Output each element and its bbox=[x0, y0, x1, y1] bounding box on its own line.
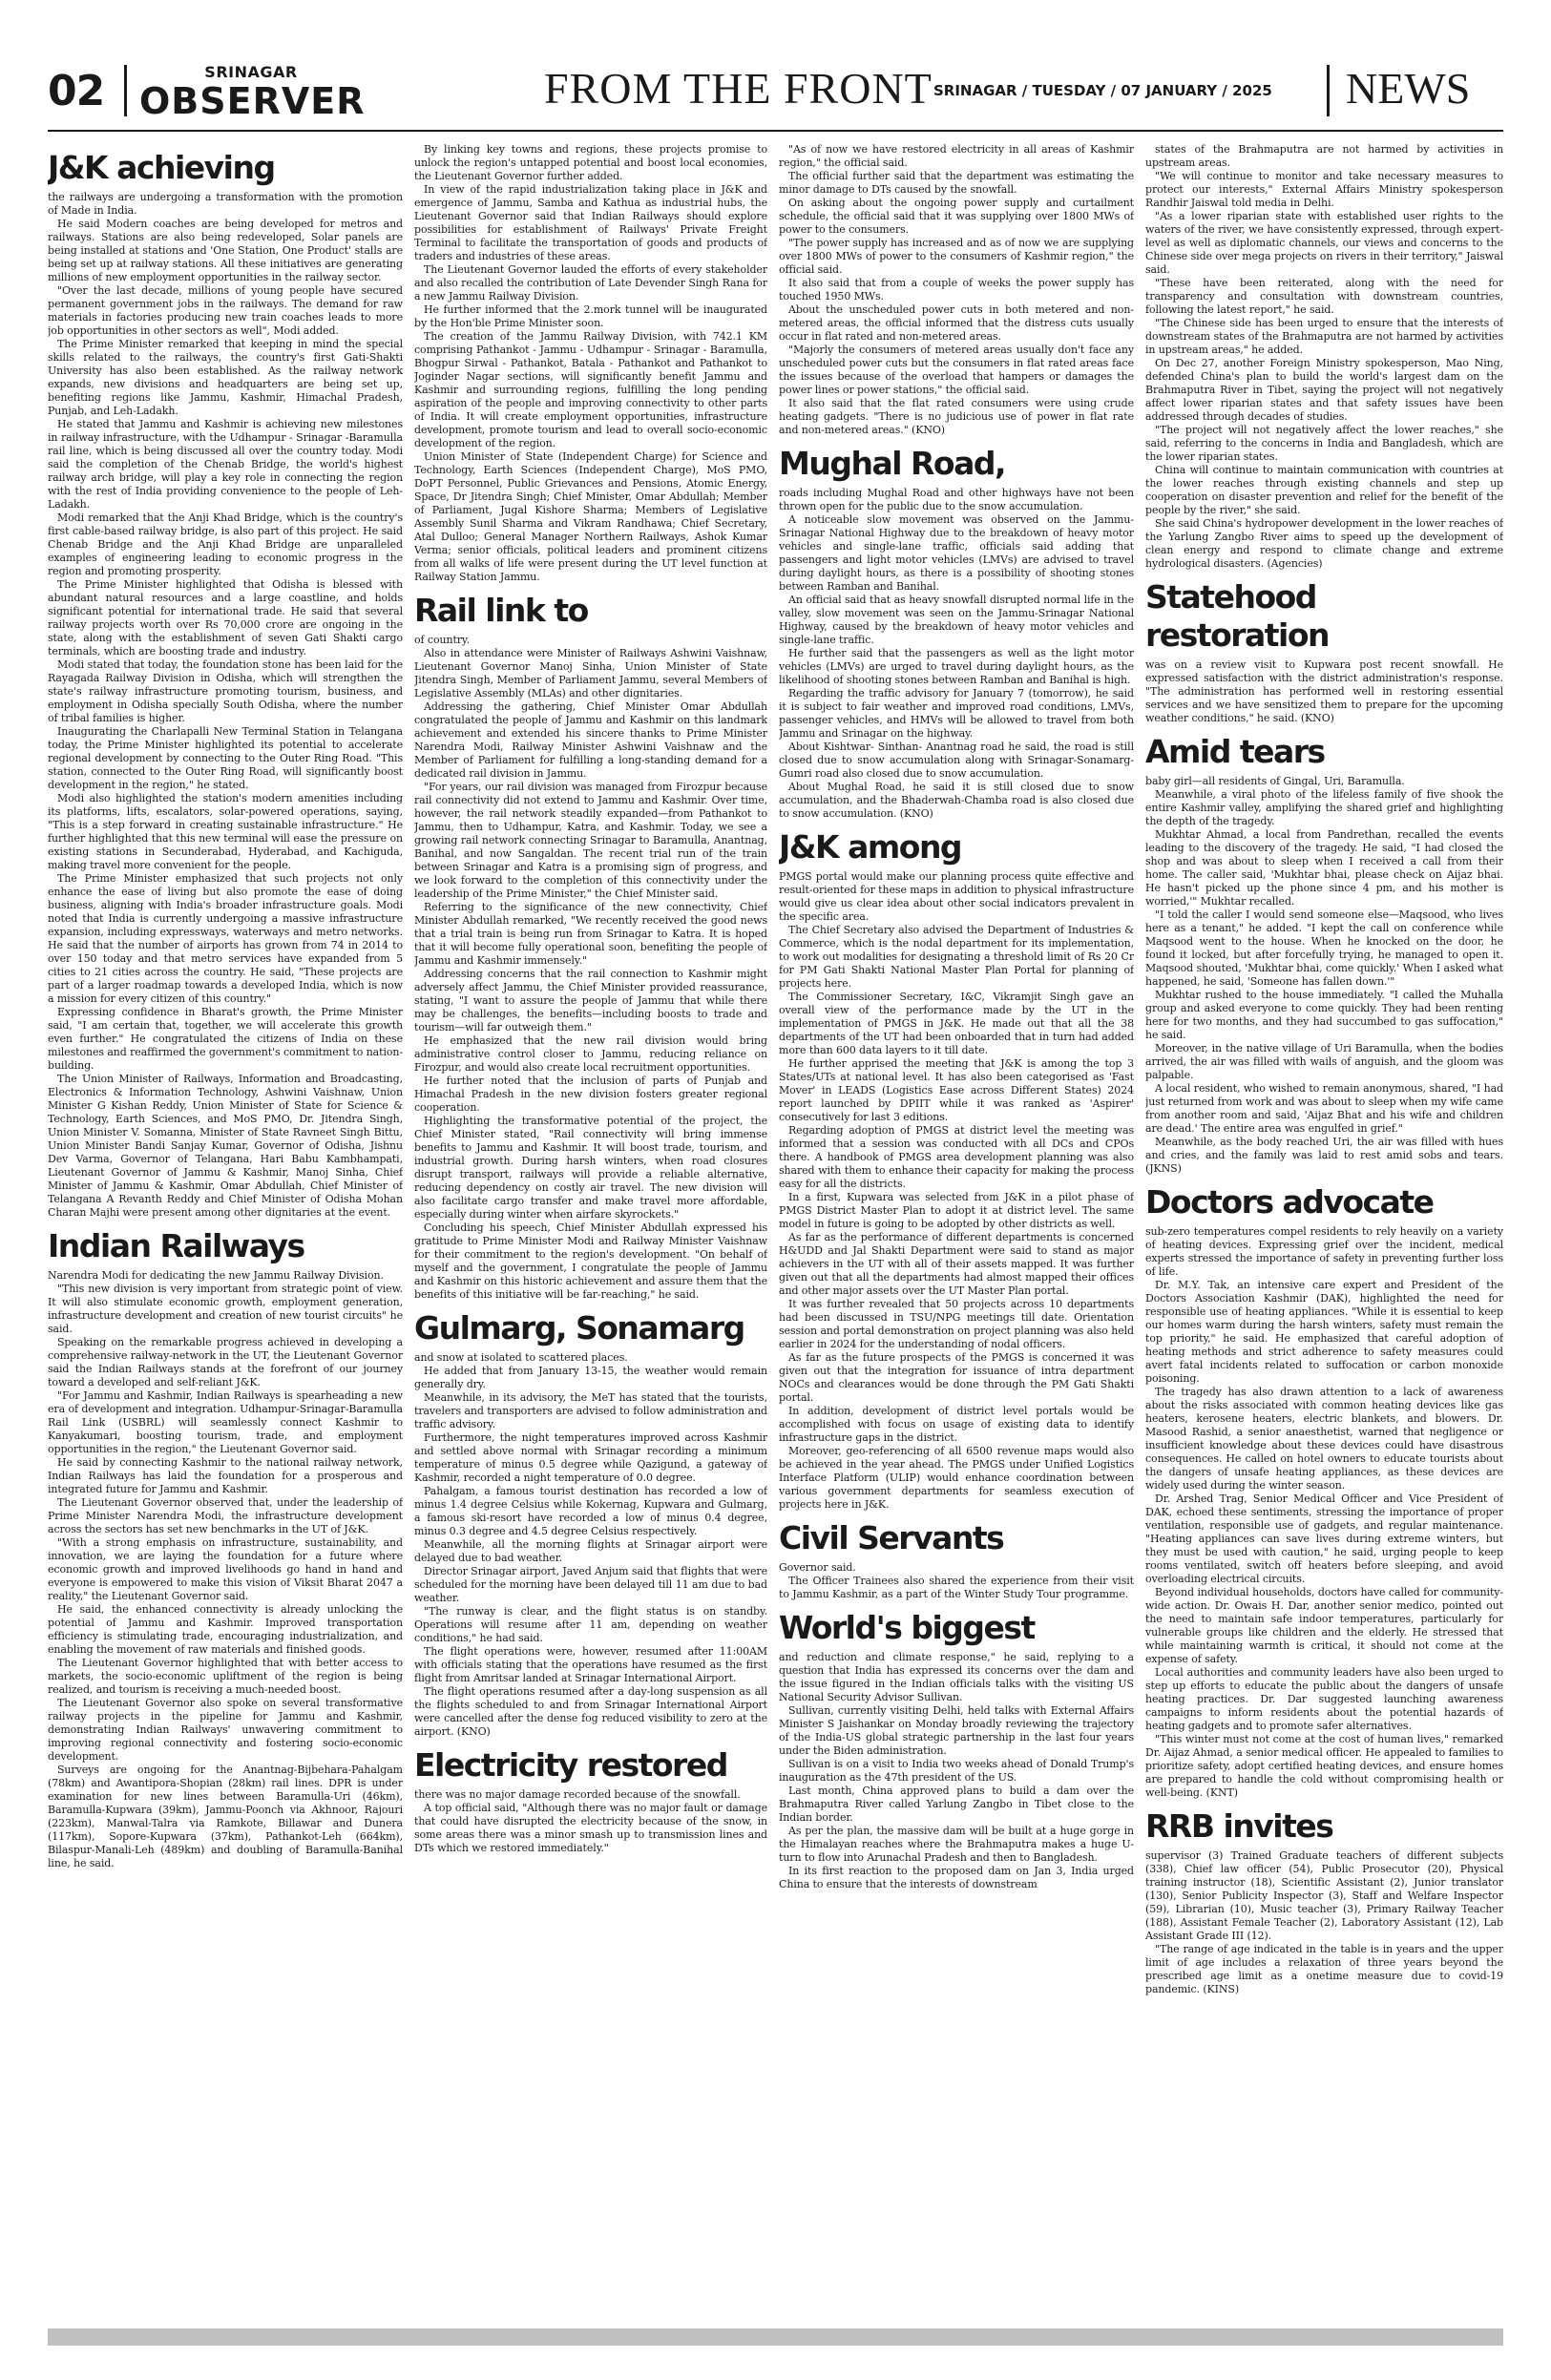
article-paragraph: Meanwhile, a viral photo of the lifeless family of five shook the entire Kashmir valley, amplifying the shared grief and highlighting the depth of the tragedy. bbox=[1145, 788, 1503, 827]
article-paragraph: The Union Minister of Railways, Information and Broadcasting, Electronics & Information Technology, Ashwini Vaishnaw, Union Minister G Kishan Reddy, Union Minister of State for Science & Technology, Earth Sciences, and MoS PMO, Dr. Jitendra Singh, Union Minister V. Somanna, Minister of State Ravneet Singh Bittu, Union Minister Bandi Sanjay Kumar, Governor of Odisha, Jishnu Dev Varma, Governor of Telangana, Hari Babu Kambhampati, Lieutenant Governor of Jammu & Kashmir, Manoj Sinha, Chief Minister of Jammu & Kashmir, Omar Abdullah, Chief Minister of Telangana A Revanth Reddy and Chief Minister of Odisha Mohan Charan Majhi were present among other dignitaries at the event. bbox=[48, 1073, 403, 1219]
article-paragraph: Mukhtar rushed to the house immediately. "I called the Muhalla group and asked everyone to come quickly. They had been renting here for two months, and they had succumbed to gas suffocation," he said. bbox=[1145, 989, 1503, 1041]
column-4 bbox=[1145, 143, 1503, 2300]
article-paragraph: He said, the enhanced connectivity is already unlocking the potential of Jammu and Kashmir. Improved transportation efficiency is stimulating trade, encouraging industrialization, and enabling the movement of raw materials and finished goods. bbox=[48, 1603, 403, 1656]
article-paragraph: baby girl—all residents of Gingal, Uri, Baramulla. bbox=[1145, 775, 1405, 787]
article bbox=[1145, 733, 1503, 1176]
article-paragraph: He further said that the passengers as well as the light motor vehicles (LMVs) are urged to travel during daylight hours, as the likelihood of shooting stones between Ramban and Banihal is high. bbox=[779, 647, 1134, 686]
article-paragraph: As far as the future prospects of the PMGS is concerned it was given out that the integration for issuance of intra department NOCs and clearances would be done through the PM Gati Shakti portal. bbox=[779, 1351, 1134, 1404]
article-paragraph: Meanwhile, all the morning flights at Srinagar airport were delayed due to bad weather. bbox=[414, 1538, 767, 1564]
article-paragraph: "The project will not negatively affect the lower reaches," she said, referring to the concerns in India and Bangladesh, which are the lower riparian states. bbox=[1145, 424, 1503, 463]
article-paragraph: Local authorities and community leaders have also been urged to step up efforts to educate the public about the dangers of unsafe heating practices. Dr. Dar suggested launching awareness campaigns to inform residents about the potential hazards of heating gadgets and to promote safer alternatives. bbox=[1145, 1666, 1503, 1732]
article-headline: J&K achieving bbox=[48, 149, 275, 186]
article-paragraph: The Prime Minister emphasized that such projects not only enhance the ease of living but also promote the ease of doing business, aligning with India's broader infrastructure goals. Modi noted that India is currently undergoing a massive infrastructure expansion, including expressways, waterways and metro networks. He said that the number of airports has grown from 74 in 2014 to over 150 today and that metro services have expanded from 5 cities to 21 cities across the country. He said, "These projects are part of a larger roadmap towards a developed India, which is now a mission for every citizen of this country." bbox=[48, 872, 403, 1005]
page-number: 02 bbox=[48, 67, 105, 115]
article-paragraph: and reduction and climate response," he said, replying to a question that India has expressed its concerns over the dam and the issue figured in the Indian officials talks with the visiting US National Security Advisor Sullivan. bbox=[779, 1651, 1134, 1703]
article-paragraph: was on a review visit to Kupwara post recent snowfall. He expressed satisfaction with the district administration's response. "The administration has performed well in restoring essential services and we have sensitized them to prepare for the upcoming weather conditions," he said. (KNO) bbox=[1145, 658, 1503, 724]
article-paragraph: On Dec 27, another Foreign Ministry spokesperson, Mao Ning, defended China's plan to build the world's largest dam on the Brahmaputra River in Tibet, saying the project will not negatively affect lower riparian states and that safety issues have been addressed through decades of studies. bbox=[1145, 357, 1503, 423]
article-paragraph: Speaking on the remarkable progress achieved in developing a comprehensive railway-network in the UT, the Lieutenant Governor said the Indian Railways stands at the forefront of our journey toward a developed and self-reliant J&K. bbox=[48, 1336, 403, 1388]
article-paragraph: It was further revealed that 50 projects across 10 departments had been discussed in TSU/NPG meetings till date. Orientation session and portal demonstration on project planning was also held earlier in 2024 for the understanding of nodal officers. bbox=[779, 1298, 1134, 1350]
header-rule bbox=[48, 130, 1503, 132]
article-paragraph: The Prime Minister remarked that keeping in mind the special skills related to the railways, the country's first Gati-Shakti University has also been established. As the railway network expands, new divisions and headquarters are being set up, benefiting regions like Jammu, Kashmir, Himachal Pradesh, Punjab, and Leh-Ladakh. bbox=[48, 338, 403, 417]
article-paragraph: Inaugurating the Charlapalli New Terminal Station in Telangana today, the Prime Minister highlighted its potential to accelerate regional development by connecting to the Outer Ring Road. "This station, connected to the Outer Ring Road, will significantly boost development in the region," he stated. bbox=[48, 725, 403, 791]
category-label: NEWS bbox=[1346, 64, 1471, 113]
article-paragraph: The flight operations were, however, resumed after 11:00AM with officials stating that the operations have resumed as the first flight from Amritsar landed at Srinagar International Airport. bbox=[414, 1645, 767, 1684]
article-paragraph: Director Srinagar airport, Javed Anjum said that flights that were scheduled for the morning have been delayed till 11 am due to bad weather. bbox=[414, 1565, 767, 1604]
brand-logo: OBSERVER bbox=[139, 80, 366, 122]
article-paragraph: PMGS portal would make our planning process quite effective and result-oriented for these maps in addition to physical infrastructure would give us clear idea about other social indicators prevalent in the specific area. bbox=[779, 870, 1134, 923]
article-paragraph: A noticeable slow movement was observed on the Jammu-Srinagar National Highway due to the breakdown of heavy motor vehicles and single-lane traffic, officials said adding that passengers and light motor vehicles (LMVs) are advised to travel during daylight hours, as there is a possibility of shooting stones between Ramban and Banihal. bbox=[779, 513, 1134, 593]
article bbox=[48, 149, 403, 1220]
article-paragraph: The Lieutenant Governor also spoke on several transformative railway projects in the pipeline for Jammu and Kashmir, demonstrating Indian Railways' unwavering commitment to improving regional connectivity and fostering socio-economic development. bbox=[48, 1697, 403, 1763]
article-paragraph: Modi also highlighted the station's modern amenities including its platforms, lifts, escalators, solar-powered operations, saying, "This is a step forward in creating sustainable infrastructure." He further highlighted that this new terminal will ease the pressure on existing stations in Secunderabad, Hyderabad, and Kachiguda, making travel more convenient for the people. bbox=[48, 792, 403, 871]
article bbox=[414, 1746, 767, 1855]
article-paragraph: Surveys are ongoing for the Anantnag-Bijbehara-Pahalgam (78km) and Awantipora-Shopian (28km) rail lines. DPR is under examination for new lines between Baramulla-Uri (46km), Baramulla-Kupwara (39km), Jammu-Poonch via Akhnoor, Rajouri (223km), Manwal-Talra via Ramkote, Billawar and Dunera (117km), Sopore-Kupwara (37km), Pathankot-Leh (664km), Bilaspur-Manali-Leh (489km) and doubling of Baramulla-Banihal line, he said. bbox=[48, 1764, 403, 1869]
article-paragraph: As per the plan, the massive dam will be built at a huge gorge in the Himalayan reaches where the Brahmaputra makes a huge U-turn to flow into Arunachal Pradesh and then to Bangladesh. bbox=[779, 1825, 1134, 1864]
article-paragraph: The Officer Trainees also shared the experience from their visit to Jammu Kashmir, as a part of the Winter Study Tour programme. bbox=[779, 1575, 1134, 1600]
article-paragraph: About the unscheduled power cuts in both metered and non-metered areas, the official informed that the distress cuts usually occur in flat rated and non-metered areas. bbox=[779, 303, 1134, 343]
article-paragraph: sub-zero temperatures compel residents to rely heavily on a variety of heating devices. Expressing grief over the incident, medical experts stressed the importance of safety in preventing further loss of life. bbox=[1145, 1225, 1503, 1278]
article-paragraph: Beyond individual households, doctors have called for community-wide action. Dr. Owais H. Dar, another senior medico, pointed out the need to maintain safe indoor temperatures, particularly for vulnerable groups like children and the elderly. He stressed that while maintaining warmth is critical, it should not come at the expense of safety. bbox=[1145, 1586, 1503, 1665]
article bbox=[779, 1519, 1134, 1601]
article-paragraph: A local resident, who wished to remain anonymous, shared, "I had just returned from work and was about to sleep when my wife came from another room and said, 'Aijaz Bhat and his wife and children are dead.' The entire area was engulfed in grief." bbox=[1145, 1082, 1503, 1135]
article-headline: RRB invites bbox=[1145, 1807, 1333, 1845]
article-headline: Civil Servants bbox=[779, 1519, 1004, 1556]
article-headline: World's biggest bbox=[779, 1609, 1035, 1646]
article-paragraph: The Prime Minister highlighted that Odisha is blessed with abundant natural resources and a large coastline, and holds significant potential for international trade. He said that several railway projects worth over Rs 70,000 crore are ongoing in the state, along with the establishment of seven Gati Shakti cargo terminals, which are boosting trade and industry. bbox=[48, 578, 403, 658]
article-paragraph: She said China's hydropower development in the lower reaches of the Yarlung Zangbo River aims to speed up the development of clean energy and respond to climate change and extreme hydrological disasters. (Agencies) bbox=[1145, 517, 1503, 570]
article-headline: Indian Railways bbox=[48, 1227, 304, 1264]
article-paragraph: "As a lower riparian state with established user rights to the waters of the river, we have consistently expressed, through expert-level as well as diplomatic channels, our views and concerns to the Chinese side over mega projects on rivers in their territory," Jaiswal said. bbox=[1145, 210, 1503, 276]
article-paragraph: Moreover, in the native village of Uri Baramulla, when the bodies arrived, the air was filled with wails of anguish, and the gloom was palpable. bbox=[1145, 1042, 1503, 1081]
article-paragraph: Moreover, geo-referencing of all 6500 revenue maps would also be achieved in the year ahead. The PMGS under Unified Logistics Interface Platform (ULIP) would enhance coordination between various government departments for seamless execution of projects here in J&K. bbox=[779, 1445, 1134, 1511]
article bbox=[779, 143, 1134, 437]
article-paragraph: Addressing the gathering, Chief Minister Omar Abdullah congratulated the people of Jammu and Kashmir on this landmark achievement and extended his sincere thanks to Prime Minister Narendra Modi, Railway Minister Ashwini Vaishnaw and the Member of Parliament for fulfilling a long-standing demand for a dedicated rail division in Jammu. bbox=[414, 700, 767, 780]
article-paragraph: He further informed that the 2.mork tunnel will be inaugurated by the Hon'ble Prime Minister soon. bbox=[414, 303, 767, 329]
article-paragraph: Dr. Arshed Trag, Senior Medical Officer and Vice President of DAK, echoed these sentiments, stressing the importance of proper ventilation, responsible use of gadgets, and regular maintenance. "Heating appliances can save lives during extreme winters, but they must be used with caution," he said, urging people to keep rooms ventilated, switch off heaters before sleeping, and avoid overloading electrical circuits. bbox=[1145, 1493, 1503, 1585]
article-paragraph: Governor said. bbox=[779, 1561, 856, 1574]
masthead-divider bbox=[124, 65, 127, 116]
article-headline: Doctors advocate bbox=[1145, 1183, 1434, 1221]
article-headline: Electricity restored bbox=[414, 1746, 727, 1784]
article-paragraph: It also said that from a couple of weeks the power supply has touched 1950 MWs. bbox=[779, 277, 1134, 303]
article-paragraph: "We will continue to monitor and take necessary measures to protect our interests," External Affairs Ministry spokesperson Randhir Jaiswal told media in Delhi. bbox=[1145, 170, 1503, 209]
article-paragraph: "The Chinese side has been urged to ensure that the interests of downstream states of the Brahmaputra are not harmed by activities in upstream areas," he added. bbox=[1145, 317, 1503, 356]
article-paragraph: By linking key towns and regions, these projects promise to unlock the region's untapped potential and boost local economies, the Lieutenant Governor further added. bbox=[414, 143, 767, 182]
article-paragraph: In addition, development of district level portals would be accomplished with focus on usage of existing data to identify infrastructure gaps in the district. bbox=[779, 1405, 1134, 1444]
article bbox=[1145, 1807, 1503, 1996]
column-2 bbox=[414, 143, 767, 2300]
article-paragraph: Last month, China approved plans to build a dam over the Brahmaputra River called Yarlung Zangbo in Tibet close to the Indian border. bbox=[779, 1785, 1134, 1824]
article bbox=[1145, 1183, 1503, 1800]
article-paragraph: states of the Brahmaputra are not harmed by activities in upstream areas. bbox=[1145, 143, 1503, 169]
article-paragraph: In its first reaction to the proposed dam on Jan 3, India urged China to ensure that the interests of downstream bbox=[779, 1865, 1134, 1890]
article bbox=[48, 1227, 403, 1870]
article-paragraph: the railways are undergoing a transformation with the promotion of Made in India. bbox=[48, 191, 403, 217]
article-paragraph: He stated that Jammu and Kashmir is achieving new milestones in railway infrastructure, with the Udhampur - Srinagar -Baramulla rail line, which is being discussed all over the country today. Modi said the completion of the Chenab Bridge, the world's highest railway arch bridge, will play a key role in connecting the region with the rest of India providing convenience to the people of Leh-Ladakh. bbox=[48, 418, 403, 511]
article-paragraph: "These have been reiterated, along with the need for transparency and consultation with downstream countries, following the latest report," he said. bbox=[1145, 277, 1503, 316]
article-paragraph: "Majorly the consumers of metered areas usually don't face any unscheduled power cuts but the consumers in flat rated areas face the issues because of the overload that hampers or damages the power lines or power stations," the official said. bbox=[779, 344, 1134, 396]
article-headline: Mughal Road, bbox=[779, 445, 1006, 482]
article bbox=[779, 828, 1134, 1512]
article-paragraph: Highlighting the transformative potential of the project, the Chief Minister stated, "Rail connectivity will bring immense benefits to Jammu and Kashmir. It will boost trade, tourism, and industrial growth. During harsh winters, when road closures disrupt transport, railways will provide a reliable alternative, reducing dependency on costly air travel. The new division will also facilitate cargo transfer and make travel more affordable, especially during winter when airfare skyrockets." bbox=[414, 1115, 767, 1221]
article-paragraph: Meanwhile, as the body reached Uri, the air was filled with hues and cries, and the family was laid to rest amid sobs and tears. (JKNS) bbox=[1145, 1136, 1503, 1175]
article-paragraph: He further apprised the meeting that J&K is among the top 3 States/UTs at national level. It has also been categorised as 'Fast Mover' in LEADS (Logistics Ease across Different States) 2024 report launched by DPIIT while it was ranked as 'Aspirer' consecutively for last 3 editions. bbox=[779, 1057, 1134, 1123]
article-paragraph: Referring to the significance of the new connectivity, Chief Minister Abdullah remarked, "We recently received the good news that a trial train is being run from Srinagar to Katra. It is hoped that it will become fully operational soon, benefiting the people of Jammu and Kashmir immensely." bbox=[414, 901, 767, 967]
article-paragraph: "With a strong emphasis on infrastructure, sustainability, and innovation, we are laying the foundation for a future where economic growth and improved livelihoods go hand in hand and everyone is empowered to make this vision of Viksit Bharat 2047 a reality," the Lieutenant Governor said. bbox=[48, 1536, 403, 1602]
article-paragraph: Sullivan, currently visiting Delhi, held talks with External Affairs Minister S Jaishankar on Monday broadly reviewing the trajectory of the India-US global strategic partnership in the last four years under the Biden administration. bbox=[779, 1704, 1134, 1757]
article-paragraph: Addressing concerns that the rail connection to Kashmir might adversely affect Jammu, the Chief Minister provided reassurance, stating, "I want to assure the people of Jammu that while there may be challenges, the benefits—including boosts to trade and tourism—will far outweigh them." bbox=[414, 968, 767, 1033]
article-paragraph: The tragedy has also drawn attention to a lack of awareness about the risks associated with common heating devices like gas heaters, kerosene heaters, electric blankets, and blowers. Dr. Masood Rashid, a senior anaesthetist, warned that negligence or insufficient knowledge about these devices could have disastrous consequences. He called on hotel owners to educate tourists about the dangers of unsafe heating appliances, as these devices are widely used during the winter season. bbox=[1145, 1386, 1503, 1492]
article-headline: Gulmarg, Sonamarg bbox=[414, 1309, 744, 1347]
article-paragraph: Regarding adoption of PMGS at district level the meeting was informed that a session was conducted with all DCs and CPOs there. A handbook of PMGS area development planning was also shared with them to enhance their capacity for making the process easy for all the districts. bbox=[779, 1124, 1134, 1190]
brand-top-text: SRINAGAR bbox=[204, 63, 298, 81]
article-paragraph: "For Jammu and Kashmir, Indian Railways is spearheading a new era of development and integration. Udhampur-Srinagar-Baramulla Rail Link (USBRL) will seamlessly connect Kashmir to Kanyakumari, boosting tourism, trade, and employment opportunities in the region," the Lieutenant Governor said. bbox=[48, 1389, 403, 1455]
article-paragraph: He emphasized that the new rail division would bring administrative control closer to Jammu, reducing reliance on Firozpur, and would also create local recruitment opportunities. bbox=[414, 1034, 767, 1074]
article bbox=[414, 592, 767, 1302]
news-divider bbox=[1327, 65, 1330, 116]
article-paragraph: Mukhtar Ahmad, a local from Pandrethan, recalled the events leading to the discovery of the tragedy. He said, "I had closed the shop and was about to sleep when I received a call from their home. The caller said, 'Mukhtar bhai, please check on Aijaz bhai. He hasn't picked up the phone since 4 pm, and his mother is worried,'" Mukhtar recalled. bbox=[1145, 828, 1503, 908]
article-paragraph: there was no major damage recorded because of the snowfall. bbox=[414, 1788, 741, 1801]
article-paragraph: The flight operations resumed after a day-long suspension as all the flights scheduled to and from Srinagar International Airport were cancelled after the dense fog reduced visibility to zero at the airport. (KNO) bbox=[414, 1685, 767, 1738]
article-paragraph: He further noted that the inclusion of parts of Punjab and Himachal Pradesh in the new division fosters greater regional cooperation. bbox=[414, 1075, 767, 1114]
article-paragraph: China will continue to maintain communication with countries at the lower reaches through existing channels and step up cooperation on disaster prevention and relief for the benefit of the people by the river," she said. bbox=[1145, 464, 1503, 516]
column-1 bbox=[48, 143, 403, 2300]
article-paragraph: Pahalgam, a famous tourist destination has recorded a low of minus 1.4 degree Celsius while Kokernag, Kupwara and Gulmarg, a famous ski-resort have recorded a low of minus 0.4 degree, minus 0.3 degree and 4.5 degree Celsius respectively. bbox=[414, 1485, 767, 1537]
article-paragraph: Sullivan is on a visit to India two weeks ahead of Donald Trump's inauguration as the 47th president of the US. bbox=[779, 1758, 1134, 1784]
article-paragraph: About Mughal Road, he said it is still closed due to snow accumulation, and the Bhaderwah-Chamba road is also closed due to snow accumulation. (KNO) bbox=[779, 781, 1134, 820]
article-paragraph: "The runway is clear, and the flight status is on standby. Operations will resume after 11 am, depending on weather conditions," he had said. bbox=[414, 1605, 767, 1644]
article-paragraph: Regarding the traffic advisory for January 7 (tomorrow), he said it is subject to fair weather and improved road conditions, LMVs, passenger vehicles, and HMVs will be allowed to travel from both Jammu and Srinagar on the highway. bbox=[779, 687, 1134, 740]
article-paragraph: Concluding his speech, Chief Minister Abdullah expressed his gratitude to Prime Minister Modi and Railway Minister Vaishnaw for their commitment to the region's development. "On behalf of myself and the government, I congratulate the people of Jammu and Kashmir on this historic achievement and assure them that the benefits of this initiative will be far-reaching," he said. bbox=[414, 1221, 767, 1301]
article-paragraph: of country. bbox=[414, 634, 470, 646]
dateline: SRINAGAR / TUESDAY / 07 JANUARY / 2025 bbox=[933, 82, 1272, 99]
article-paragraph: The Lieutenant Governor observed that, under the leadership of Prime Minister Narendra Modi, the infrastructure development across the sectors has set new benchmarks in the UT of J&K. bbox=[48, 1496, 403, 1535]
article-paragraph: An official said that as heavy snowfall disrupted normal life in the valley, slow movement was seen on the Jammu-Srinagar National Highway, caused by the breakdown of heavy motor vehicles and single-lane traffic. bbox=[779, 594, 1134, 646]
masthead bbox=[48, 61, 1503, 128]
article bbox=[414, 143, 767, 584]
article-paragraph: "As of now we have restored electricity in all areas of Kashmir region," the official said. bbox=[779, 143, 1134, 169]
column-3 bbox=[779, 143, 1134, 2300]
article-paragraph: "This winter must not come at the cost of human lives," remarked Dr. Aijaz Ahmad, a senior medical officer. He appealed to families to prioritize safety, adopt certified heating devices, and ensure homes are prepared to handle the cold without compromising health or well-being. (KNT) bbox=[1145, 1733, 1503, 1799]
article-paragraph: and snow at isolated to scattered places. bbox=[414, 1351, 628, 1364]
article-paragraph: On asking about the ongoing power supply and curtailment schedule, the official said that it was supplying over 1800 MWs of power to the consumers. bbox=[779, 197, 1134, 236]
article-paragraph: The official further said that the department was estimating the minor damage to DTs caused by the snowfall. bbox=[779, 170, 1134, 196]
article-paragraph: "I told the caller I would send someone else—Maqsood, who lives here as a tenant," he added. "I kept the call on conference while Maqsood went to the house. When he knocked on the door, he found it locked, but after forcefully trying, he managed to open it. Maqsood shouted, 'Mukhtar bhai, come quickly.' When I asked what happened, he said, 'Someone has fallen down.'" bbox=[1145, 908, 1503, 988]
article-paragraph: Modi remarked that the Anji Khad Bridge, which is the country's first cable-based railway bridge, is also part of this project. He said Chenab Bridge and the Anji Khad Bridge are unparalleled examples of engineering leading to economic progress in the region and promoting prosperity. bbox=[48, 511, 403, 577]
article bbox=[1145, 578, 1503, 725]
article-paragraph: The Lieutenant Governor lauded the efforts of every stakeholder and also recalled the contribution of Late Devender Singh Rana for a new Jammu Railway Division. bbox=[414, 263, 767, 303]
article-paragraph: In a first, Kupwara was selected from J&K in a pilot phase of PMGS District Master Plan to adopt it at district level. The same model in future is going to be adopted by other districts as well. bbox=[779, 1191, 1134, 1230]
article-paragraph: Expressing confidence in Bharat's growth, the Prime Minister said, "I am certain that, together, we will accelerate this growth even further." He congratulated the citizens of India on these milestones and reaffirmed the government's commitment to nation-building. bbox=[48, 1006, 403, 1072]
footer-bar bbox=[48, 2328, 1503, 2346]
article-paragraph: The Lieutenant Governor highlighted that with better access to markets, the socio-economic upliftment of the region is being realized, and tourism is receiving a much-needed boost. bbox=[48, 1657, 403, 1696]
article-paragraph: As far as the performance of different departments is concerned H&UDD and Jal Shakti Department were said to stand as major achievers in the UT with all of their assets mapped. It was further given out that all the departments had almost mapped their offices and other major assets over the UT Master Plan portal. bbox=[779, 1231, 1134, 1297]
article-headline: Amid tears bbox=[1145, 733, 1325, 770]
article-paragraph: "This new division is very important from strategic point of view. It will also stimulate economic growth, employment generation, infrastructure development and creation of new tourist circuits" he said. bbox=[48, 1283, 403, 1335]
article-paragraph: Narendra Modi for dedicating the new Jammu Railway Division. bbox=[48, 1269, 384, 1282]
article-headline: Statehood restoration bbox=[1145, 578, 1330, 654]
article bbox=[779, 1609, 1134, 1891]
article-paragraph: "For years, our rail division was managed from Firozpur because rail connectivity did not extend to Jammu and Kashmir. Over time, however, the rail network steadily expanded—from Pathankot to Jammu, then to Udhampur, Katra, and Kashmir. Today, we see a growing rail network connecting Srinagar to Baramulla, Anantnag, Banihal, and now Sangaldan. The recent trial run of the train between Srinagar and Katra is a promising sign of progress, and we look forward to the completion of this connectivity under the leadership of the Prime Minister," the Chief Minister said. bbox=[414, 781, 767, 900]
article-paragraph: roads including Mughal Road and other highways have not been thrown open for the public due to the snow accumulation. bbox=[779, 487, 1134, 512]
article bbox=[779, 445, 1134, 821]
article-paragraph: The Commissioner Secretary, I&C, Vikramjit Singh gave an overall view of the performance made by the UT in the implementation of PMGS in J&K. He made out that all the 38 departments of the UT had been onboarded that in turn had added more than 600 data layers to it till date. bbox=[779, 991, 1134, 1056]
article bbox=[1145, 143, 1503, 571]
article-paragraph: "The power supply has increased and as of now we are supplying over 1800 MWs of power to the consumers of Kashmir region," the official said. bbox=[779, 237, 1134, 276]
article bbox=[414, 1309, 767, 1739]
article-paragraph: About Kishtwar- Sinthan- Anantnag road he said, the road is still closed due to snow accumulation along with Srinagar-Sonamarg-Gumri road also closed due to snow accumulation. bbox=[779, 741, 1134, 780]
article-paragraph: supervisor (3) Trained Graduate teachers of different subjects (338), Chief law officer (54), Public Prosecutor (20), Physical training instructor (18), Scientific Assistant (2), Junior translator (130), Senior Publicity Inspector (3), Staff and Welfare Inspector (59), Librarian (10), Music teacher (3), Primary Railway Teacher (188), Assistant Female Teacher (2), Laboratory Assistant (12), Lab Assistant Grade III (12). bbox=[1145, 1849, 1503, 1942]
article-paragraph: It also said that the flat rated consumers were using crude heating gadgets. "There is no judicious use of power in flat rate and non-metered areas." (KNO) bbox=[779, 397, 1134, 436]
article-paragraph: "Over the last decade, millions of young people have secured permanent government jobs in the railways. The demand for raw materials in factories producing new train coaches leads to more job opportunities in other sectors as well", Modi added. bbox=[48, 284, 403, 337]
article-paragraph: He said Modern coaches are being developed for metros and railways. Stations are also being redeveloped, Solar panels are being installed at stations and 'One Station, One Product' stalls are being set up at railway stations. All these initiatives are generating millions of new employment opportunities in the railway sector. bbox=[48, 218, 403, 283]
article-paragraph: Also in attendance were Minister of Railways Ashwini Vaishnaw, Lieutenant Governor Manoj Sinha, Union Minister of State Jitendra Singh, Member of Parliament Jammu, several Members of Legislative Assembly (MLAs) and other dignitaries. bbox=[414, 647, 767, 699]
article-paragraph: In view of the rapid industrialization taking place in J&K and emergence of Jammu, Samba and Kathua as industrial hubs, the Lieutenant Governor said that Indian Railways should explore possibilities for establishment of Railways' Private Freight Terminal to facilitate the transportation of goods and products of traders and industries of these areas. bbox=[414, 183, 767, 262]
article-paragraph: Modi stated that today, the foundation stone has been laid for the Rayagada Railway Division in Odisha, which will strengthen the state's railway infrastructure promoting tourism, business, and employment in Odisha specially South Odisha, where the number of tribal families is higher. bbox=[48, 658, 403, 724]
article-paragraph: Meanwhile, in its advisory, the MeT has stated that the tourists, travelers and transporters are advised to follow administration and traffic advisory. bbox=[414, 1391, 767, 1430]
article-paragraph: A top official said, "Although there was no major fault or damage that could have disrupted the electricity because of the snow, in some areas there was a minor smash up to transmission lines and DTs which we restored immediately." bbox=[414, 1802, 767, 1854]
article-paragraph: He added that from January 13-15, the weather would remain generally dry. bbox=[414, 1365, 767, 1390]
section-title: FROM THE FRONT bbox=[544, 64, 933, 113]
article-paragraph: Furthermore, the night temperatures improved across Kashmir and settled above normal with Srinagar recording a minimum temperature of minus 0.5 degree while Qazigund, a gateway of Kashmir, recorded a night temperature of 0.0 degree. bbox=[414, 1431, 767, 1484]
article-headline: J&K among bbox=[779, 828, 962, 866]
article-headline: Rail link to bbox=[414, 592, 588, 629]
article-paragraph: "The range of age indicated in the table is in years and the upper limit of age includes a relaxation of three years beyond the prescribed age limit as a onetime measure due to covid-19 pandemic. (KINS) bbox=[1145, 1943, 1503, 1995]
article-paragraph: Dr. M.Y. Tak, an intensive care expert and President of the Doctors Association Kashmir (DAK), highlighted the need for responsible use of heating appliances. "While it is essential to keep our homes warm during the harsh winters, safety must remain the top priority," he said. He emphasized that careful adoption of heating methods and strict adherence to safety measures could avert fatal incidents related to suffocation or carbon monoxide poisoning. bbox=[1145, 1279, 1503, 1385]
article-paragraph: Union Minister of State (Independent Charge) for Science and Technology, Earth Sciences (Independent Charge), MoS PMO, DoPT Personnel, Public Grievances and Pensions, Atomic Energy, Space, Dr Jitendra Singh; Chief Minister, Omar Abdullah; Member of Parliament, Jugal Kishore Sharma; Members of Legislative Assembly Sunil Sharma and Vikram Randhawa; Chief Secretary, Atal Dulloo; General Manager Northern Railways, Ashok Kumar Verma; senior officials, political leaders and prominent citizens from all walks of life were present during the UT level function at Railway Station Jammu. bbox=[414, 450, 767, 583]
article-paragraph: The creation of the Jammu Railway Division, with 742.1 KM comprising Pathankot - Jammu - Udhampur - Srinagar - Baramulla, Bhogpur Sirwal - Pathankot, Batala - Pathankot and Pathankot to Joginder Nagar sections, will significantly benefit Jammu and Kashmir and surrounding regions, fulfilling the long pending aspiration of the people and improving connectivity to other parts of India. It will create employment opportunities, infrastructure development, promote tourism and lead to overall socio-economic development of the region. bbox=[414, 330, 767, 449]
article-paragraph: The Chief Secretary also advised the Department of Industries & Commerce, which is the nodal department for its implementation, to work out modalities for designating a threshold limit of Rs 20 Cr for PM Gati Shakti National Master Plan Portal for planning of projects here. bbox=[779, 924, 1134, 990]
article-paragraph: He said by connecting Kashmir to the national railway network, Indian Railways has laid the foundation for a prosperous and integrated future for Jammu and Kashmir. bbox=[48, 1456, 403, 1495]
